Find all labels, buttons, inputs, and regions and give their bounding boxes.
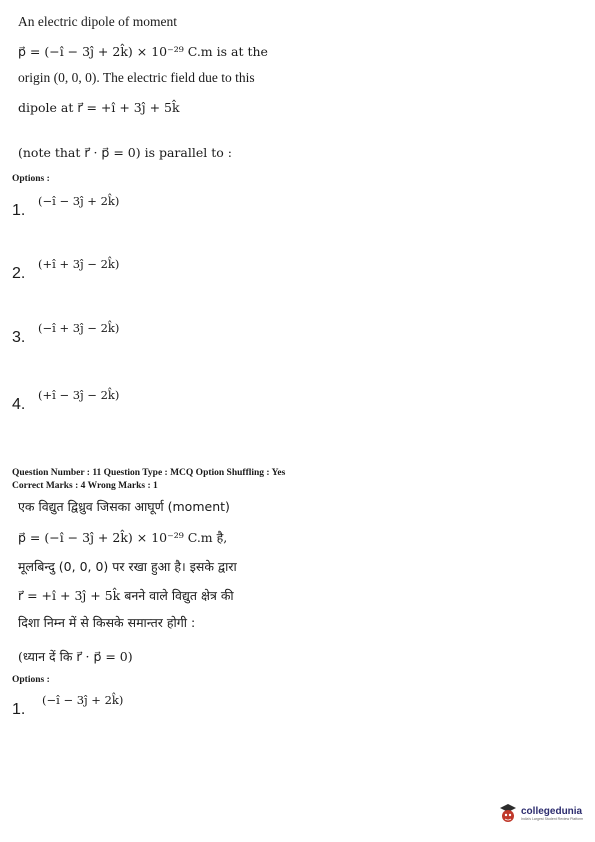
option-number: 3. <box>12 329 26 346</box>
q10-dipole-moment: p⃗ = (−î − 3ĵ + 2k̂) × 10⁻²⁹ C.m is at the <box>18 44 268 59</box>
logo-tagline: India's Largest Student Review Platform <box>521 816 584 821</box>
q11-note: (ध्यान दें कि r⃗ · p⃗ = 0) <box>18 649 133 664</box>
q10-options-label: Options : <box>12 174 50 184</box>
q11-dipole-moment: p⃗ = (−î − 3ĵ + 2k̂) × 10⁻²⁹ C.m है, <box>18 530 228 545</box>
q10-note: (note that r⃗ · p⃗ = 0) is parallel to : <box>18 145 232 160</box>
q11-options-label: Options : <box>12 675 50 685</box>
option-number: 4. <box>12 396 26 413</box>
q11-line-1: एक विद्युत द्विध्रुव जिसका आघूर्ण (moment) <box>18 499 230 514</box>
option-expression: (−î − 3ĵ + 2k̂) <box>38 194 120 208</box>
q10-line-3: origin (0, 0, 0). The electric field due to this <box>18 70 255 85</box>
graduate-mascot-icon <box>498 802 518 824</box>
q11-line-5: दिशा निम्न में से किसके समान्तर होगी : <box>18 615 196 630</box>
q11-header-meta: Question Number : 11 Question Type : MCQ Option Shuffling : Yes <box>12 468 286 478</box>
collegedunia-logo <box>498 802 583 824</box>
option-number: 2. <box>12 265 26 282</box>
option-expression: (−î + 3ĵ − 2k̂) <box>38 321 120 335</box>
logo-text: collegedunia <box>521 805 583 817</box>
option-number: 1. <box>12 701 26 718</box>
q11-line-3: मूलबिन्दु (0, 0, 0) पर रखा हुआ है। इसके द्वारा <box>18 559 237 574</box>
q11-position-vector: r⃗ = +î + 3ĵ + 5k̂ बनने वाले विद्युत क्षेत्र की <box>18 588 234 603</box>
option-expression: (−î − 3ĵ + 2k̂) <box>42 693 124 707</box>
q10-position-vector: dipole at r⃗ = +î + 3ĵ + 5k̂ <box>18 100 180 115</box>
option-expression: (+î − 3ĵ − 2k̂) <box>38 388 120 402</box>
q10-line-1: An electric dipole of moment <box>18 14 177 29</box>
option-expression: (+î + 3ĵ − 2k̂) <box>38 257 120 271</box>
q11-marks: Correct Marks : 4 Wrong Marks : 1 <box>12 481 158 491</box>
option-number: 1. <box>12 202 26 219</box>
